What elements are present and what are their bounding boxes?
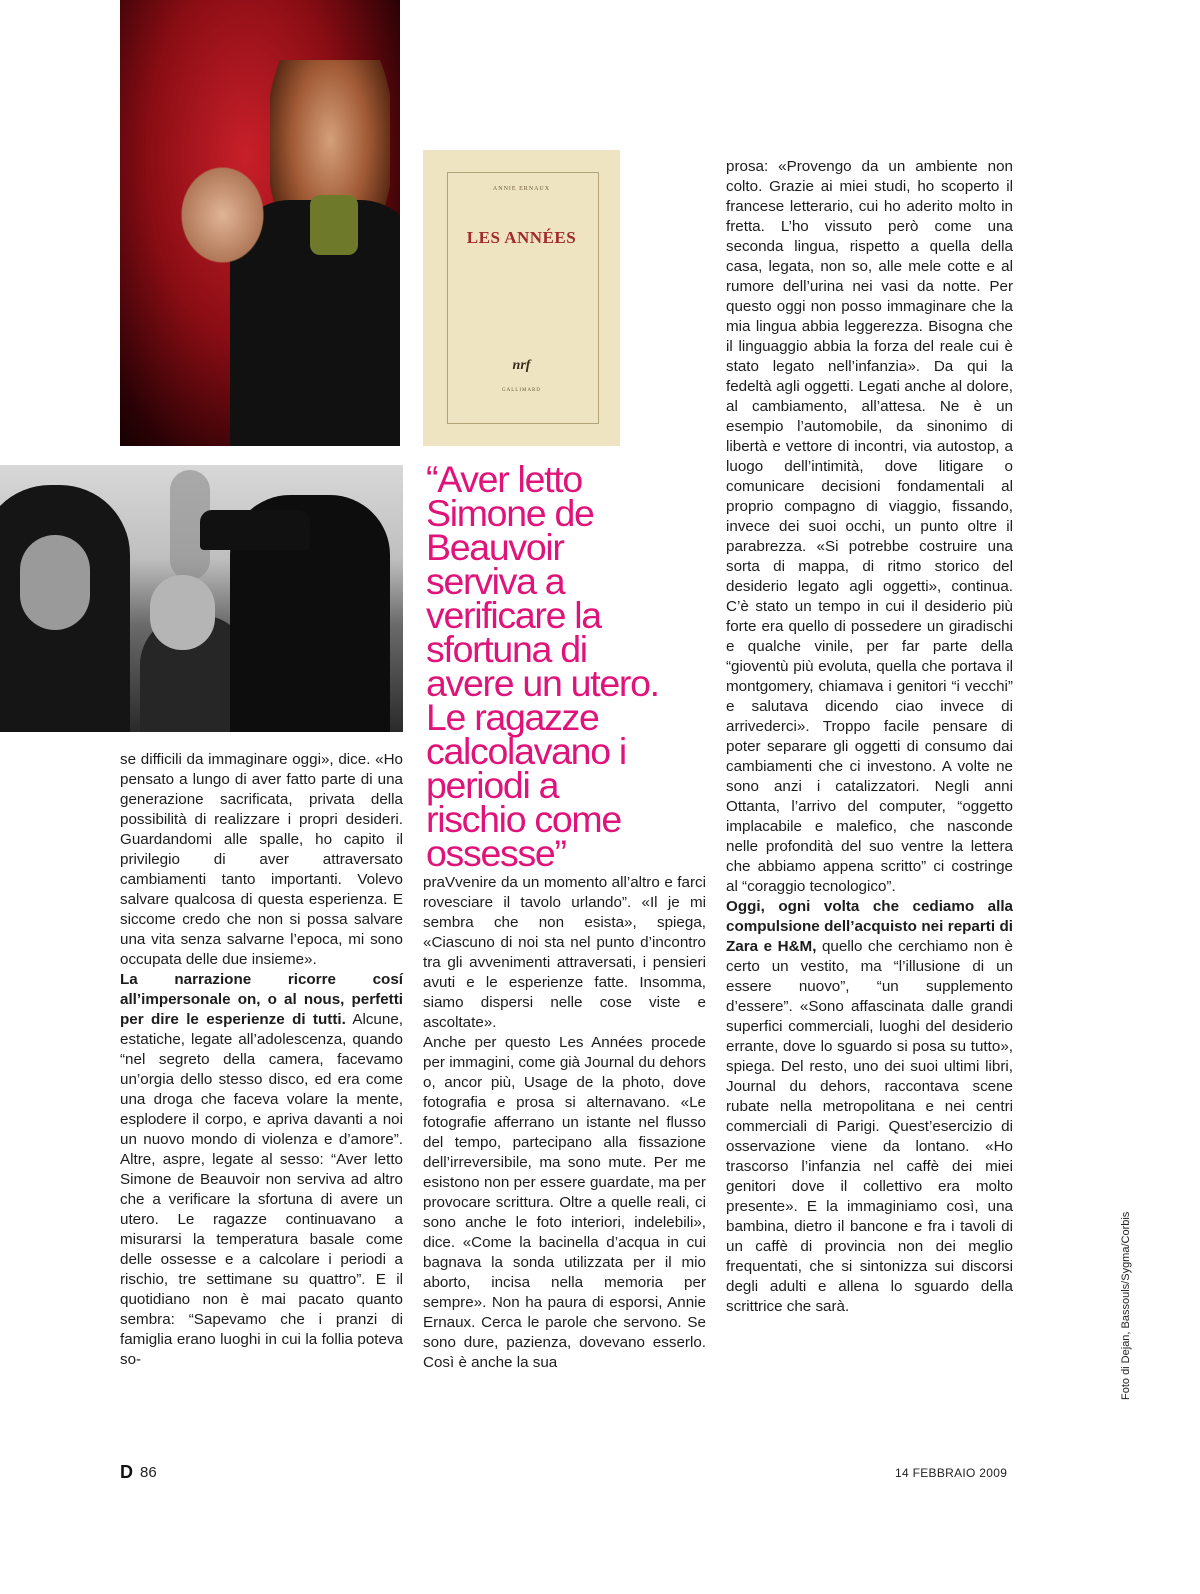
paragraph: [423, 873, 706, 1033]
book-cover-title: LES ANNÉES: [466, 228, 577, 247]
pull-quote: “Aver letto Simone de Beauvoir serviva a verificare la sfortuna di avere un utero. Le ragazze calcolavano i periodi a rischio come ossesse”: [426, 458, 659, 874]
text-column-1: [120, 750, 403, 1370]
paragraph: [120, 750, 403, 970]
paragraph: [423, 1033, 706, 1373]
lead-in: La narrazione ricorre cosí all’impersonale on, o al nous, perfetti per dire le esperienze di tutti.: [120, 971, 403, 1028]
paragraph-text: prosa: «Provengo da un ambiente non colto. Grazie ai miei studi, ho scoperto il francese letterario, cui ho aderito molto in fretta. L’ho vissuto però come una seconda lingua, rispetto a quella della casa, legata, non so, alle mele cotte e al rumore dell’urina nei vasi da notte. Per questo oggi non posso immaginare che la mia lingua abbia leggerezza. Bisogna che il linguaggio abbia la forza del reale cui è stato legato nell’infanzia». Da qui la fedeltà agli oggetti. Legati anche al dolore, al cambiamento, all’attesa. Ne è un esempio l’automobile, da sinonimo di libertà e vettore di incontri, via autostop, a luogo dell’intimità, dove litigare o comunicare decisioni fondamentali al proprio compagno di viaggio, fissando, invece dei suoi occhi, un punto oltre il parabrezza. «Si potrebbe costruire una sorta di mappa, di ritmo storico del desiderio legato agli oggetti», continua. C’è stato un tempo in cui il desiderio più forte era quello di possedere un giradischi e qualche vinile, per far parte della “gioventù più evoluta, quella che portava il montgomery, chiamava i genitori “i vecchi” e salutava dicendo ciao invece di arrivederci». Troppo facile pensare di poter separare gli oggetti di consumo dai cambiamenti che ci investono. A volte ne sono anzi i catalizzatori. Negli anni Ottanta, l’arrivo del computer, “oggetto implacabile e malefico, che nasconde nelle profondità del suo ventre la lettera che abbiamo appena scritto” ci costringe al “coraggio tecnologico”.: [726, 158, 1013, 895]
crowd-face-center: [150, 575, 215, 650]
book-cover-author: ANNIE ERNAUX: [492, 186, 551, 192]
crowd-cap: [200, 510, 310, 550]
lead-in: Oggi, ogni volta che cediamo alla compulsione dell’acquisto nei reparti di Zara e H&M,: [726, 898, 1013, 955]
text-column-2: [423, 873, 706, 1373]
text-column-3: [726, 157, 1013, 1317]
paragraph-text: quello che cerchiamo non è certo un vestito, ma “l’illusione di un essere nuovo”, “un supplemento d’essere”. «Sono affascinata dalle grandi superfici commerciali, luoghi del desiderio errante, dove lo sguardo si posa su tutto», spiega. Del resto, uno dei suoi ultimi libri, Journal du dehors, raccontava scene rubate nella metropolitana e nei centri commerciali di Parigi. Quest’esercizio di osservazione viene da lontano. «Ho trascorso l’infanzia nel caffè dei miei genitori dove il collettivo era molto presente». E la immaginiamo così, una bambina, dietro il bancone e fra i tavoli di un caffè di provincia non dei meglio frequentati, che si sintonizza sui discorsi degli adulti e allena lo sguardo della scrittrice che sarà.: [726, 938, 1013, 1315]
portrait-hands: [175, 160, 270, 270]
paragraph: [726, 157, 1013, 897]
book-cover-photo: [423, 150, 620, 446]
book-cover-logo: nrf: [512, 358, 531, 373]
issue-date: 14 FEBBRAIO 2009: [895, 1466, 1008, 1480]
paragraph: [120, 970, 403, 1370]
paragraph-text: praVvenire da un momento all’altro e farci rovesciare il tavolo urlando”. «Il je mi sembra che non esista», spiega, «Ciascuno di noi sta nel punto d’incontro tra gli avvenimenti attraversati, i pensieri avuti e le esperienze fatte. Insomma, siamo dispersi nelle cose viste e ascoltate».: [423, 874, 706, 1031]
paragraph: [726, 897, 1013, 1317]
book-cover-frame: [447, 172, 599, 424]
portrait-collar: [310, 195, 358, 255]
photo-credit: Foto di Dejan, Bassouls/Sygma/Corbis: [1120, 1211, 1132, 1400]
paragraph-text: Anche per questo Les Années procede per immagini, come già Journal du dehors o, ancor più, Usage de la photo, dove fotografia e prosa si alternavano. «Le fotografie afferrano un istante nel flusso del tempo, partecipano alla fissazione dell’irreversibile, ma sono mute. Per me esistono non per essere guardate, ma per provocare scrittura. Oltre a quelle reali, ci sono anche le foto interiori, indelebili», dice. «Come la bacinella d’acqua in cui bagnava la sonda utilizzata per il mio aborto, incisa nella memoria per sempre». Non ha paura di esporsi, Annie Ernaux. Cerca le parole che servono. Se sono dure, pazienza, dovevano esserlo. Così è anche la sua: [423, 1034, 706, 1371]
page-number: 86: [140, 1464, 157, 1481]
author-portrait-photo: [120, 0, 400, 446]
book-cover-publisher: GALLIMARD: [502, 388, 541, 393]
paragraph-text: se difficili da immaginare oggi», dice. «Ho pensato a lungo di aver fatto parte di una generazione sacrificata, privata della possibilità di realizzare i propri desideri. Guardandomi alle spalle, ho capito il privilegio di aver attraversato cambiamenti tanto importanti. Volevo salvare qualcosa di questa esperienza. E siccome credo che non si possa salvare una vita senza salvarne l’epoca, mi sono occupata delle due insieme».: [120, 751, 403, 968]
magazine-logo-letter: D: [120, 1462, 133, 1482]
crowd-bw-photo: [0, 465, 403, 732]
paragraph-text: Alcune, estatiche, legate all’adolescenza, quando “nel segreto della camera, facevamo un’orgia dello stesso disco, ed era come una droga che faceva volare la mente, esplodere il corpo, e apriva davanti a noi un nuovo mondo di violenza e d’amore”. Altre, aspre, legate al sesso: “Aver letto Simone de Beauvoir non serviva ad altro che a verificare la sfortuna di avere un utero. Le ragazze continuavano a misurarsi la temperatura basale come delle ossesse e a calcolare i periodi a rischio, tre settimane su quattro”. E il quotidiano non è mai pacato quanto sembra: “Sapevamo che i pranzi di famiglia erano luoghi in cui la follia poteva so-: [120, 1011, 403, 1368]
crowd-face-left: [20, 535, 90, 630]
